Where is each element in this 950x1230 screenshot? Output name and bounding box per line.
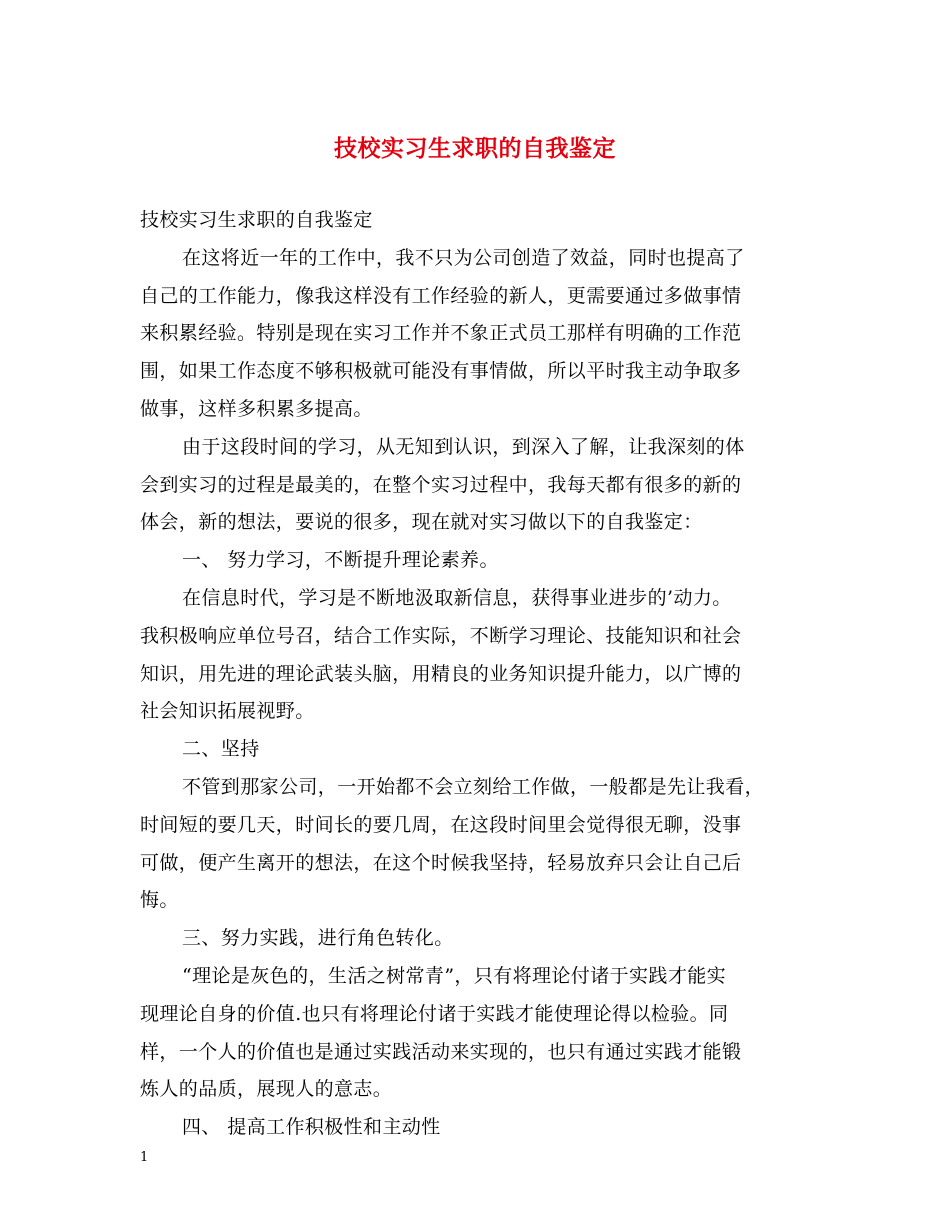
- paragraph-line: 不管到那家公司，一开始都不会立刻给工作做，一般都是先让我看，: [182, 776, 765, 798]
- page-number: 1: [140, 1150, 149, 1165]
- paragraph-line: “理论是灰色的，生活之树常青”，只有将理论付诸于实践才能实: [182, 965, 727, 987]
- paragraph-line: 我积极响应单位号召，结合工作实际，不断学习理论、技能知识和社会: [140, 625, 742, 647]
- paragraph-line: 做事，这样多积累多提高。: [140, 398, 373, 420]
- paragraph-line: 由于这段时间的学习，从无知到认识，到深入了解，让我深刻的体: [182, 436, 745, 458]
- subtitle-line: 技校实习生求职的自我鉴定: [140, 209, 373, 231]
- paragraph-line: 在这将近一年的工作中，我不只为公司创造了效益，同时也提高了: [182, 247, 745, 269]
- paragraph-line: 来积累经验。特别是现在实习工作并不象正式员工那样有明确的工作范: [140, 322, 742, 344]
- paragraph-line: 围，如果工作态度不够积极就可能没有事情做，所以平时我主动争取多: [140, 360, 742, 382]
- paragraph-line: 体会，新的想法，要说的很多，现在就对实习做以下的自我鉴定：: [140, 511, 703, 533]
- paragraph-line: 会到实习的过程是最美的，在整个实习过程中，我每天都有很多的新的: [140, 474, 742, 496]
- section-heading: 二、坚持: [182, 738, 260, 760]
- paragraph-line: 现理论自身的价值.也只有将理论付诸于实践才能使理论得以检验。同: [140, 1003, 729, 1025]
- paragraph-line: 炼人的品质，展现人的意志。: [140, 1078, 393, 1100]
- paragraph-line: 悔。: [140, 889, 179, 911]
- paragraph-line: 知识，用先进的理论武装头脑，用精良的业务知识提升能力，以广博的: [140, 663, 742, 685]
- section-heading: 四、 提高工作积极性和主动性: [182, 1116, 441, 1138]
- paragraph-line: 在信息时代，学习是不断地汲取新信息，获得事业进步的’动力。: [182, 587, 732, 609]
- paragraph-line: 可做，便产生离开的想法，在这个时候我坚持，轻易放弃只会让自己后: [140, 852, 742, 874]
- paragraph-line: 样，一个人的价值也是通过实践活动来实现的，也只有通过实践才能锻: [140, 1041, 742, 1063]
- paragraph-line: 社会知识拓展视野。: [140, 700, 315, 722]
- section-heading: 三、努力实践，进行角色转化。: [182, 927, 454, 949]
- section-heading: 一、 努力学习，不断提升理论素养。: [182, 549, 499, 571]
- paragraph-line: 自己的工作能力，像我这样没有工作经验的新人，更需要通过多做事情: [140, 285, 742, 307]
- document-title: 技校实习生求职的自我鉴定: [334, 135, 616, 162]
- paragraph-line: 时间短的要几天，时间长的要几周，在这段时间里会觉得很无聊，没事: [140, 814, 742, 836]
